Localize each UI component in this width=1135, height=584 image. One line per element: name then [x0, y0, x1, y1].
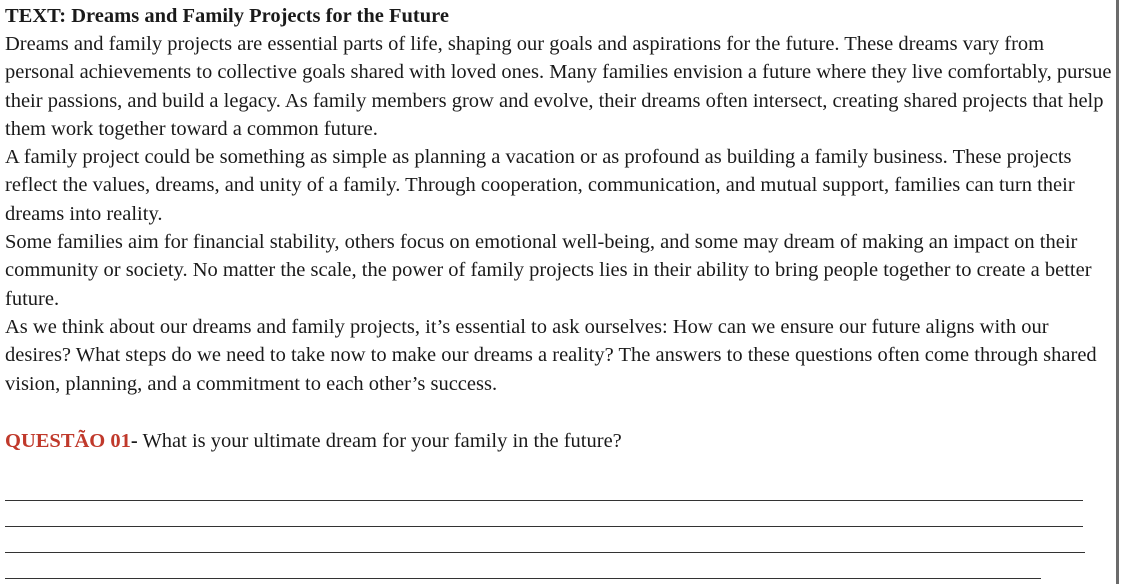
question-1: [5, 427, 1113, 455]
paragraph-3: Some families aim for financial stability, others focus on emotional well-being, and some may dream of making an impact on their community or society. No matter the scale, the power of family projects lies in their ability to bring people together to create a better future.: [5, 231, 1092, 310]
answer-line[interactable]: [5, 526, 1083, 527]
paragraph-2: A family project could be something as simple as planning a vacation or as profound as building a family business. These projects reflect the values, dreams, and unity of a family. Through cooperation, communication, and mutual support, families can turn their dreams into reality.: [5, 146, 1075, 225]
paragraph-1: Dreams and family projects are essential parts of life, shaping our goals and aspirations for the future. These dreams vary from personal achievements to collective goals shared with loved ones. Many families envision a future where they live comfortably, pursue their passions, and build a legacy. As family members grow and evolve, their dreams often intersect, creating shared projects that help them work together toward a common future.: [5, 33, 1112, 140]
document-title: TEXT: Dreams and Family Projects for the Future: [5, 5, 449, 27]
page-border-right: [1116, 0, 1119, 584]
question-label: QUESTÃO 01: [5, 429, 131, 452]
answer-line[interactable]: [5, 578, 1041, 579]
answer-line[interactable]: [5, 552, 1085, 553]
answer-line[interactable]: [5, 500, 1083, 501]
question-text: What is your ultimate dream for your family in the future?: [137, 429, 622, 452]
paragraph-4: As we think about our dreams and family projects, it’s essential to ask ourselves: How can we ensure our future aligns with our desires? What steps do we need to take now to make our dreams a reality? The answers to these questions often come through shared vision, planning, and a commitment to each other’s success.: [5, 315, 1097, 395]
document-content: [5, 2, 1113, 455]
question-separator: -: [130, 429, 138, 452]
